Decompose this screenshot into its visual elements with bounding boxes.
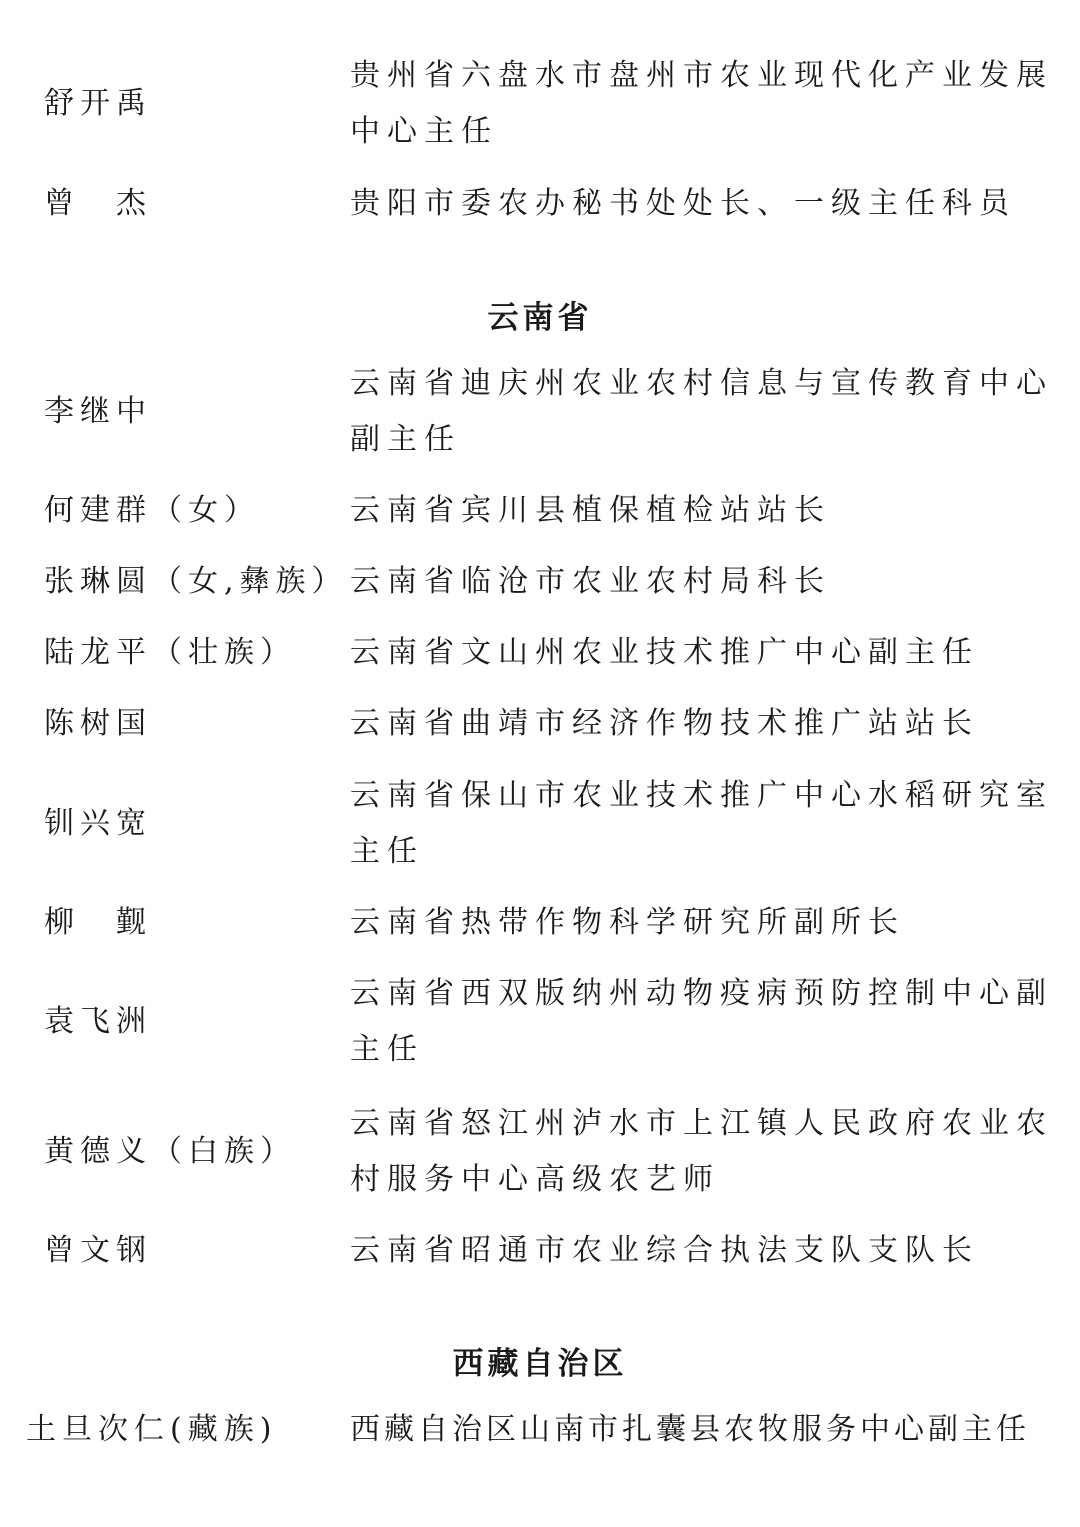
person-title [350, 483, 1050, 539]
title-line: 西藏自治区山南市扎囊县农牧服务中心副主任 [350, 1412, 1030, 1447]
title-line: 云南省热带作物科学研究所副所长 [350, 905, 905, 940]
person-title [350, 768, 1053, 880]
person-title [350, 966, 1053, 1078]
person-name: 张琳圆（女,彝族） [44, 564, 348, 599]
title-line: 云南省临沧市农业农村局科长 [350, 564, 831, 599]
person-name: 曾 杰 [44, 186, 152, 221]
title-line: 云南省曲靖市经济作物技术推广站站长 [350, 706, 979, 741]
section-heading-yunnan: 云南省 [487, 300, 593, 336]
person-name: 土旦次仁(藏族) [26, 1412, 278, 1447]
person-name: 袁飞洲 [44, 1004, 152, 1039]
person-title [350, 356, 1053, 468]
person-name: 黄德义（白族） [44, 1134, 296, 1169]
title-line: 副主任 [350, 422, 461, 457]
title-line: 中心主任 [350, 114, 498, 149]
title-line: 云南省昭通市农业综合执法支队支队长 [350, 1233, 979, 1268]
title-line: 贵阳市委农办秘书处处长、一级主任科员 [350, 186, 1016, 221]
person-title [350, 48, 1053, 160]
title-line: 主任 [350, 1032, 424, 1067]
person-title [350, 1402, 1050, 1458]
title-line: 云南省文山州农业技术推广中心副主任 [350, 635, 979, 670]
person-title [350, 1223, 1050, 1279]
person-title [350, 625, 1050, 681]
person-name: 陆龙平（壮族） [44, 635, 296, 670]
person-name: 舒开禹 [44, 86, 152, 121]
person-title [350, 554, 1050, 610]
title-line: 贵州省六盘水市盘州市农业现代化产业发展 [350, 58, 1053, 93]
section-heading-xizang: 西藏自治区 [452, 1346, 628, 1382]
person-title [350, 696, 1050, 752]
person-name: 陈树国 [44, 706, 152, 741]
person-title [350, 895, 1050, 951]
title-line: 云南省西双版纳州动物疫病预防控制中心副 [350, 976, 1053, 1011]
title-line: 村服务中心高级农艺师 [350, 1162, 720, 1197]
title-line: 云南省宾川县植保植检站站长 [350, 493, 831, 528]
person-name: 柳 觐 [44, 905, 152, 940]
person-name: 曾文钢 [44, 1233, 152, 1268]
title-line: 云南省迪庆州农业农村信息与宣传教育中心 [350, 366, 1053, 401]
person-name: 钏兴宽 [44, 806, 152, 841]
title-line: 云南省保山市农业技术推广中心水稻研究室 [350, 778, 1053, 813]
title-line: 主任 [350, 834, 424, 869]
person-title [350, 176, 1050, 232]
person-title [350, 1096, 1053, 1208]
person-name: 李继中 [44, 394, 152, 429]
person-name: 何建群（女） [44, 493, 260, 528]
title-line: 云南省怒江州泸水市上江镇人民政府农业农 [350, 1106, 1053, 1141]
